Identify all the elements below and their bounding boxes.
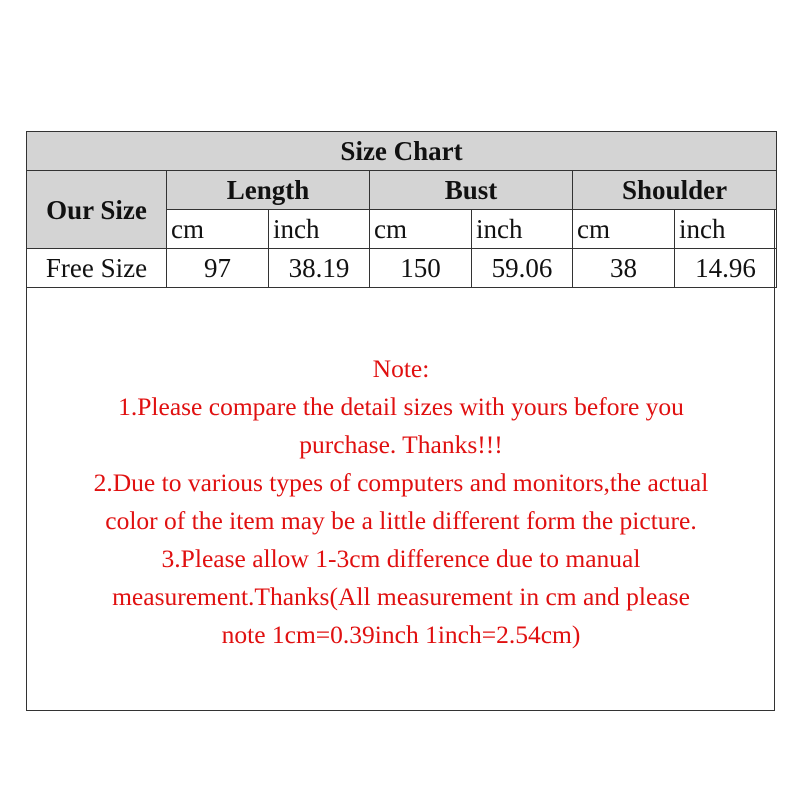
bust-header: Bust [370, 171, 573, 210]
bust-cm-unit: cm [370, 210, 472, 249]
note-block [26, 350, 776, 654]
note-line-3: 2.Due to various types of computers and monitors,the actual [93, 468, 709, 497]
bust-inch-value: 59.06 [472, 249, 573, 288]
length-header: Length [167, 171, 370, 210]
note-line-7: note 1cm=0.39inch 1inch=2.54cm) [221, 620, 581, 649]
shoulder-cm-unit: cm [573, 210, 675, 249]
bust-inch-unit: inch [472, 210, 573, 249]
table-title: Size Chart [27, 132, 777, 171]
length-cm-unit: cm [167, 210, 269, 249]
size-name-cell: Free Size [27, 249, 167, 288]
bust-cm-value: 150 [370, 249, 472, 288]
shoulder-inch-unit: inch [675, 210, 777, 249]
note-line-5: 3.Please allow 1-3cm difference due to manual [161, 544, 641, 573]
note-line-2: purchase. Thanks!!! [299, 430, 503, 459]
shoulder-inch-value: 14.96 [675, 249, 777, 288]
table-row [27, 249, 777, 288]
note-line-6: measurement.Thanks(All measurement in cm and please [112, 582, 690, 611]
header-row [27, 171, 777, 210]
title-row [27, 132, 777, 171]
shoulder-header: Shoulder [573, 171, 777, 210]
shoulder-cm-value: 38 [573, 249, 675, 288]
note-line-4: color of the item may be a little different form the picture. [105, 506, 697, 535]
length-inch-value: 38.19 [269, 249, 370, 288]
length-inch-unit: inch [269, 210, 370, 249]
note-heading: Note: [372, 354, 430, 383]
note-line-1: 1.Please compare the detail sizes with yours before you [118, 392, 684, 421]
length-cm-value: 97 [167, 249, 269, 288]
size-chart-table [26, 131, 777, 288]
our-size-header: Our Size [27, 171, 167, 249]
